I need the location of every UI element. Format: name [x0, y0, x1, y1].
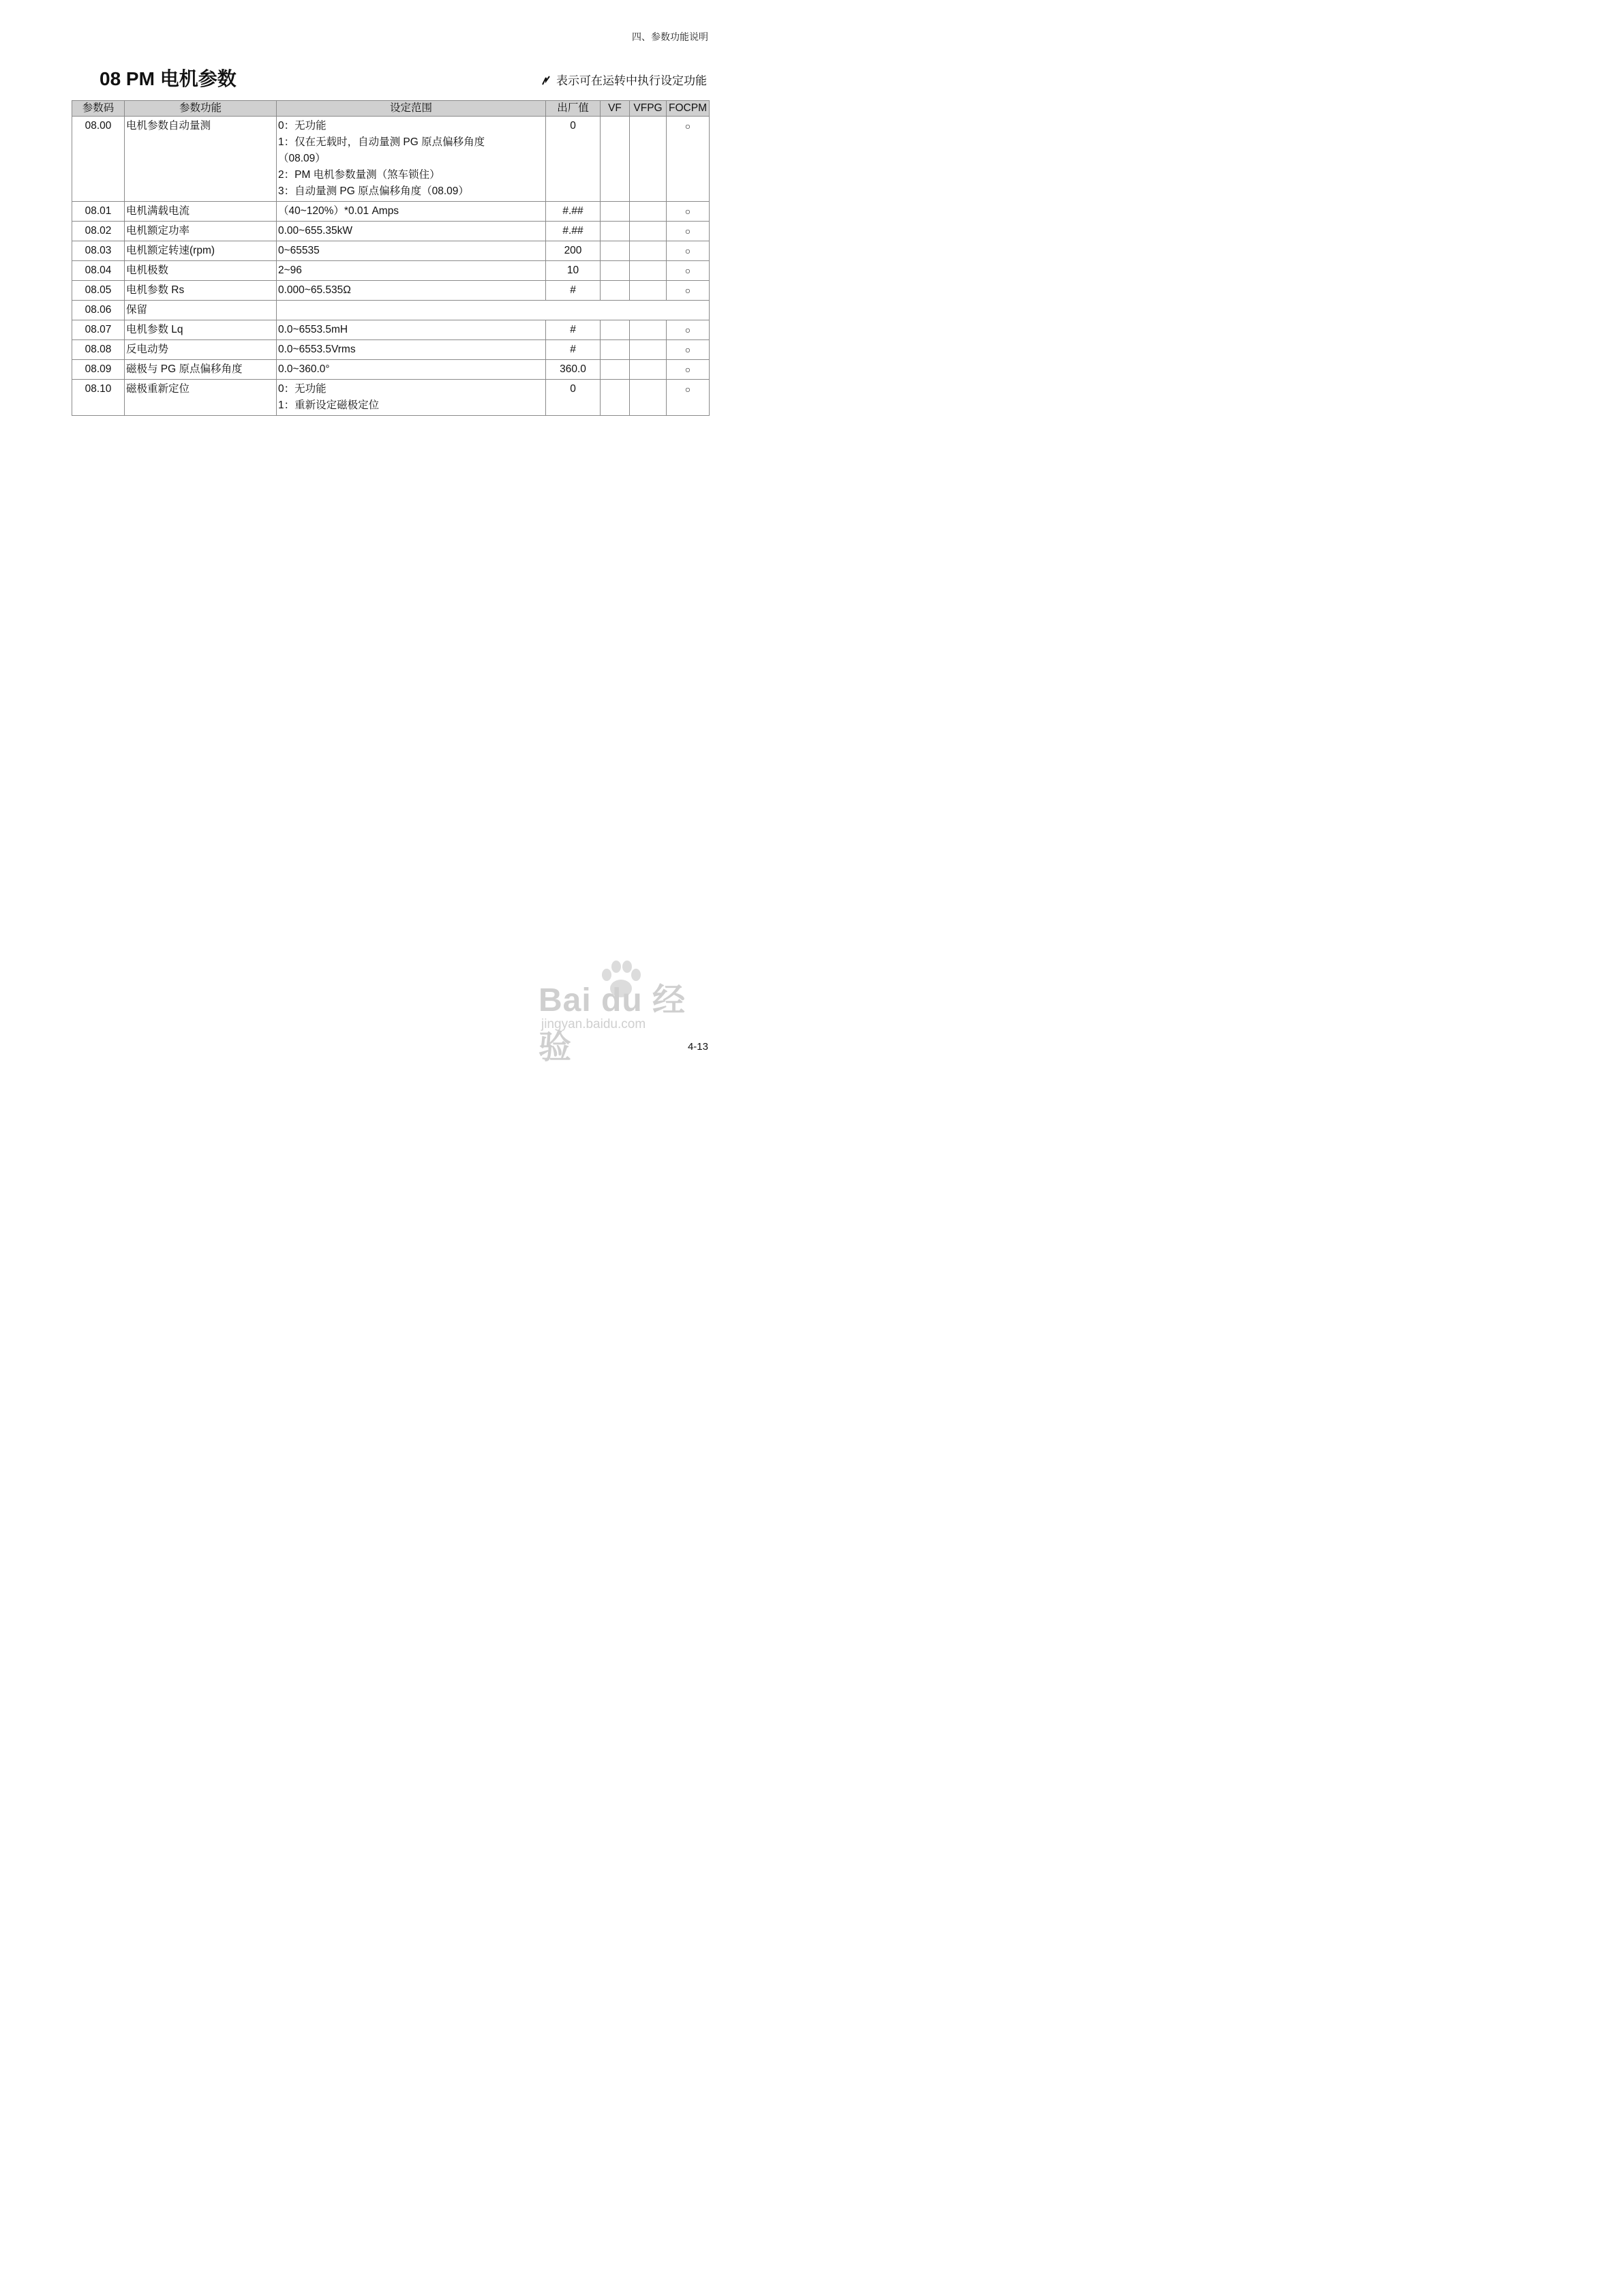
param-focpm: ○	[667, 117, 710, 202]
param-default: #	[546, 320, 601, 340]
legend	[541, 71, 707, 88]
param-default: 10	[546, 261, 601, 281]
page-title: 08 PM 电机参数	[100, 68, 237, 89]
range-line: 2~96	[278, 265, 302, 276]
param-default: 360.0	[546, 360, 601, 380]
range-line: 0~65535	[278, 245, 320, 256]
param-vfpg	[630, 117, 667, 202]
table-row	[72, 320, 710, 340]
param-code: 08.07	[72, 320, 125, 340]
param-vf	[601, 222, 630, 241]
param-vfpg	[630, 261, 667, 281]
legend-text: 表示可在运转中执行设定功能	[556, 74, 707, 88]
param-focpm: ○	[667, 281, 710, 301]
table-row	[72, 261, 710, 281]
param-default: 0	[546, 117, 601, 202]
param-code: 08.06	[72, 301, 125, 320]
range-line: 2：PM 电机参数量测（煞车锁住）	[278, 169, 440, 181]
param-code: 08.09	[72, 360, 125, 380]
param-focpm: ○	[667, 340, 710, 360]
param-range	[277, 241, 546, 261]
table-row	[72, 301, 710, 320]
param-vfpg	[630, 241, 667, 261]
col-header-function: 参数功能	[125, 101, 277, 117]
param-default: #.##	[546, 222, 601, 241]
param-vf	[601, 320, 630, 340]
param-code: 08.10	[72, 380, 125, 416]
param-function: 磁极重新定位	[125, 380, 277, 416]
param-default: 0	[546, 380, 601, 416]
param-focpm: ○	[667, 222, 710, 241]
param-vf	[601, 380, 630, 416]
section-header: 四、参数功能说明	[632, 32, 708, 43]
param-range	[277, 340, 546, 360]
range-line: 0.0~360.0°	[278, 363, 330, 375]
watermark-url: jingyan.baidu.com	[541, 1017, 646, 1031]
range-line: 0.0~6553.5mH	[278, 324, 348, 335]
param-vfpg	[630, 202, 667, 222]
param-range	[277, 117, 546, 202]
param-range	[277, 202, 546, 222]
table-row	[72, 202, 710, 222]
watermark-logo: Bai du 经验	[539, 982, 686, 1066]
col-header-vf: VF	[601, 101, 630, 117]
param-function: 电机参数 Rs	[125, 281, 277, 301]
param-code: 08.03	[72, 241, 125, 261]
param-code: 08.04	[72, 261, 125, 281]
param-range	[277, 261, 546, 281]
param-code: 08.08	[72, 340, 125, 360]
reserved-span	[277, 301, 710, 320]
param-default: #.##	[546, 202, 601, 222]
param-function: 电机满载电流	[125, 202, 277, 222]
param-range	[277, 380, 546, 416]
param-focpm: ○	[667, 380, 710, 416]
range-line: 3：自动量测 PG 原点偏移角度（08.09）	[278, 185, 469, 197]
col-header-focpm: FOCPM	[667, 101, 710, 117]
param-function: 保留	[125, 301, 277, 320]
table-row	[72, 222, 710, 241]
param-vf	[601, 241, 630, 261]
col-header-code: 参数码	[72, 101, 125, 117]
run-settable-icon	[541, 74, 555, 88]
range-line: 1：重新设定磁极定位	[278, 399, 380, 411]
range-line: 0.0~6553.5Vrms	[278, 344, 356, 355]
parameter-table	[72, 100, 710, 416]
param-function: 电机参数 Lq	[125, 320, 277, 340]
param-range	[277, 320, 546, 340]
param-vf	[601, 281, 630, 301]
param-code: 08.00	[72, 117, 125, 202]
range-line: （08.09）	[278, 153, 326, 164]
range-line: 0.00~655.35kW	[278, 225, 353, 237]
col-header-range: 设定范围	[277, 101, 546, 117]
param-range	[277, 281, 546, 301]
range-line: （40~120%）*0.01 Amps	[278, 205, 399, 217]
table-header-row	[72, 101, 710, 117]
param-focpm: ○	[667, 202, 710, 222]
range-line: 0：无功能	[278, 383, 327, 395]
param-vf	[601, 360, 630, 380]
col-header-vfpg: VFPG	[630, 101, 667, 117]
param-vfpg	[630, 380, 667, 416]
param-range	[277, 360, 546, 380]
range-line: 0.000~65.535Ω	[278, 284, 351, 296]
table-row	[72, 340, 710, 360]
param-vf	[601, 117, 630, 202]
table-row	[72, 281, 710, 301]
param-code: 08.02	[72, 222, 125, 241]
table-row	[72, 241, 710, 261]
param-vfpg	[630, 360, 667, 380]
param-vfpg	[630, 320, 667, 340]
page-number: 4-13	[687, 1041, 708, 1053]
param-default: #	[546, 281, 601, 301]
param-function: 反电动势	[125, 340, 277, 360]
param-vf	[601, 202, 630, 222]
param-range	[277, 222, 546, 241]
param-default: #	[546, 340, 601, 360]
col-header-default: 出厂值	[546, 101, 601, 117]
param-focpm: ○	[667, 360, 710, 380]
param-focpm: ○	[667, 320, 710, 340]
param-function: 磁极与 PG 原点偏移角度	[125, 360, 277, 380]
range-line: 1：仅在无载时，自动量测 PG 原点偏移角度	[278, 136, 485, 148]
table-row	[72, 117, 710, 202]
param-vfpg	[630, 222, 667, 241]
param-default: 200	[546, 241, 601, 261]
param-vf	[601, 340, 630, 360]
param-vfpg	[630, 340, 667, 360]
range-line: 0：无功能	[278, 120, 327, 132]
param-vf	[601, 261, 630, 281]
param-vfpg	[630, 281, 667, 301]
param-function: 电机额定转速(rpm)	[125, 241, 277, 261]
table-body	[72, 117, 710, 416]
param-function: 电机参数自动量测	[125, 117, 277, 202]
table-row	[72, 360, 710, 380]
param-code: 08.01	[72, 202, 125, 222]
param-function: 电机极数	[125, 261, 277, 281]
table-row	[72, 380, 710, 416]
param-function: 电机额定功率	[125, 222, 277, 241]
param-code: 08.05	[72, 281, 125, 301]
title-row	[100, 64, 707, 91]
param-focpm: ○	[667, 241, 710, 261]
param-focpm: ○	[667, 261, 710, 281]
